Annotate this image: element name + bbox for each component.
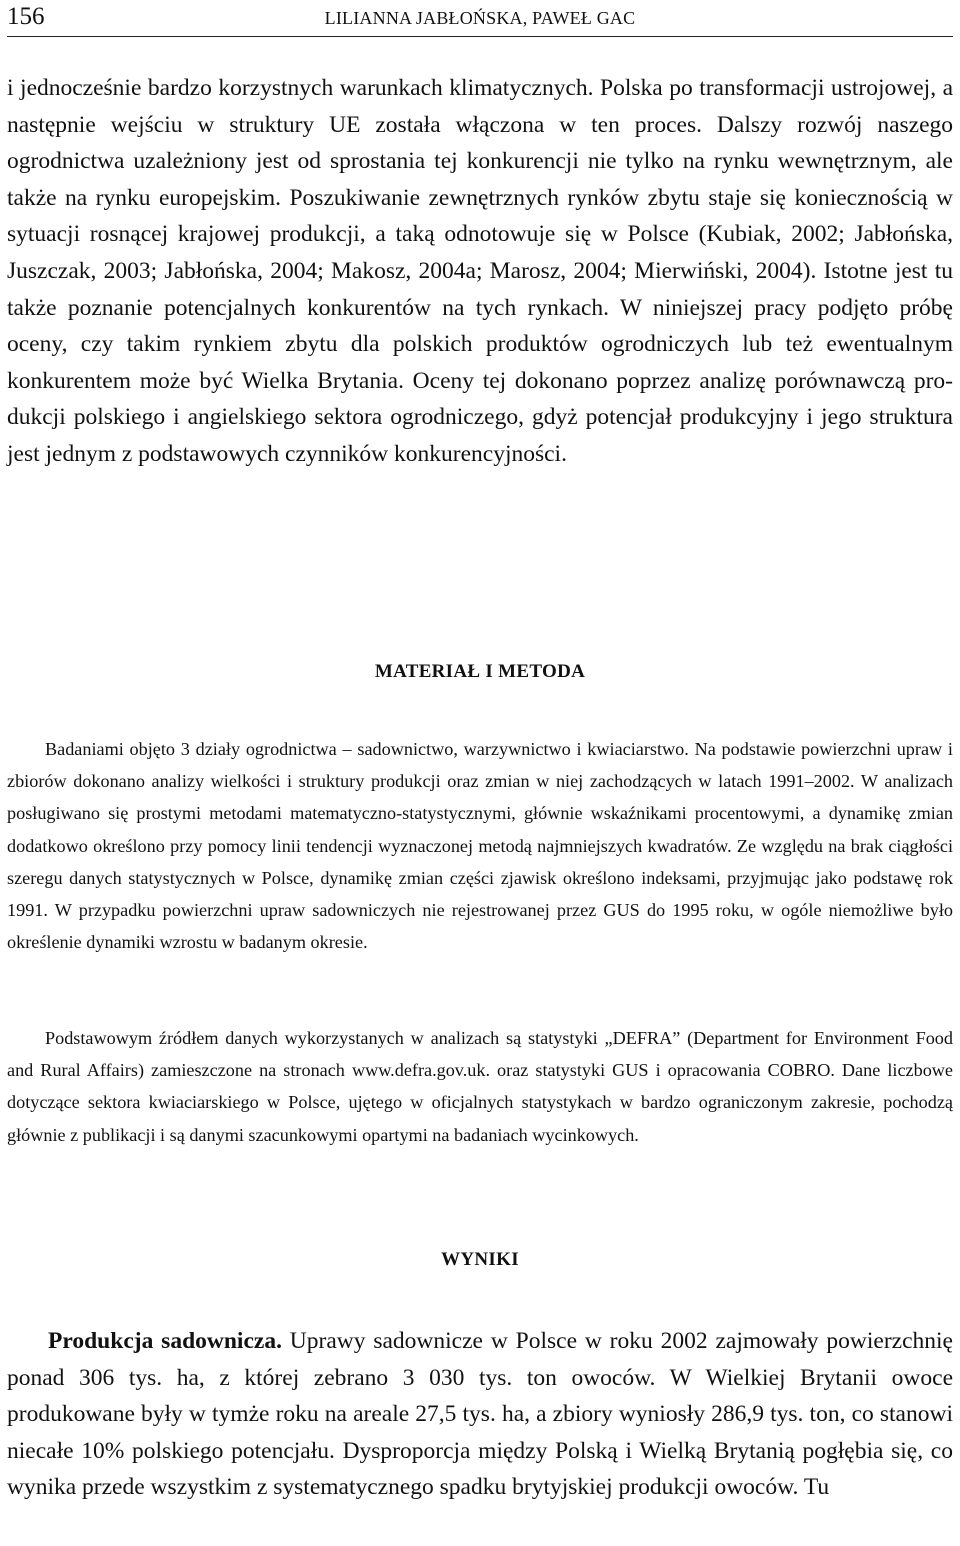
section-heading-results: WYNIKI [441,1249,519,1270]
header-authors: LILIANNA JABŁOŃSKA, PAWEŁ GAC [324,8,636,28]
material-paragraph-1: Badaniami objęto 3 działy ogrodnictwa – sadownictwo, warzywnictwo i kwiaciarstwo. Na podstawie powierzchni upraw i zbiorów dokonano analizy wielkości i struktury produkcji oraz zmian w niej zachodzących w latach 1991–2002. W analizach posługiwano się prostymi metodami matematyczno-statystycznymi, głównie wskaźnikami procentowymi, a dynamikę zmian dodatkowo określono przy pomocy linii tendencji wyznaczonej metodą najmniejszych kwadratów. Ze względu na brak ciągłości szeregu danych statystycznych w Polsce, dynamikę zmian części zjawisk określono indeksami, przyjmując jako podstawę rok 1991. W przypadku powierzchni upraw sadowniczych nie rejestrowanej przez GUS do 1995 roku, w ogóle niemożliwe było określenie dynamiki wzrostu w badanym okresie. [7,739,953,953]
results-paragraph [7,1323,953,1506]
results-run-in-title: Produkcja sadownicza. [48,1328,282,1354]
results-paragraph-text: Uprawy sadownicze w Polsce w roku 2002 zajmowały powierzchnię ponad 306 tys. ha, z której zebrano 3 030 tys. ton owoców. W Wielkiej Brytanii owoce produkowane były w tymże roku na areale 27,5 tys. ha, a zbiory wyniosły 286,9 tys. ton, co stanowi niecałe 10% polskiego potencjału. Dysproporcja między Polską i Wielką Brytanią pogłębia się, co wynika przede wszystkim z systematycznego spadku brytyjskiej produkcji owoców. Tu [7,1328,953,1501]
section-heading-material: MATERIAŁ I METODA [374,661,586,682]
page-number: 156 [7,3,45,30]
intro-paragraph: i jednocześnie bardzo korzystnych warunkach klimatycznych. Polska po transformacji ustrojowej, a następnie wejściu w struktury UE została włączona w ten proces. Dalszy rozwój naszego ogrodnictwa uzależniony jest od sprostania tej konkurencji nie tylko na rynku wewnętrznym, ale także na rynku europejskim. Poszukiwanie zewnętrznych rynków zbytu staje się koniecznością w sytuacji rosnącej krajowej produkcji, a taką odnotowuje się w Polsce (Kubiak, 2002; Jabłońska, Juszczak, 2003; Jabłońska, 2004; Makosz, 2004a; Marosz, 2004; Mierwiński, 2004). Istotne jest tu także poznanie potencjalnych konkurentów na tych rynkach. W niniejszej pracy podjęto próbę oceny, czy takim rynkiem zbytu dla polskich produktów ogrodniczych lub też ewentualnym konkurentem może być Wielka Brytania. Oceny tej dokonano poprzez analizę porównawczą produkcji polskiego i angielskiego sektora ogrodniczego, gdyż potencjał produkcyjny i jego struktura jest jednym z podstawowych czynników konkurencyjności. [7,75,953,467]
material-paragraph-2: Podstawowym źródłem danych wykorzystanych w analizach są statystyki „DEFRA” (Department for Environment Food and Rural Affairs) zamieszczone na stronach www.defra.gov.uk. oraz statystyki GUS i opracowania COBRO. Dane liczbowe dotyczące sektora kwiaciarskiego w Polsce, ujętego w oficjalnych statystykach w bardzo ograniczonym zakresie, pochodzą głównie z publikacji i są danymi szacunkowymi opartymi na badaniach wycinkowych. [7,1028,953,1145]
running-header [7,0,953,37]
